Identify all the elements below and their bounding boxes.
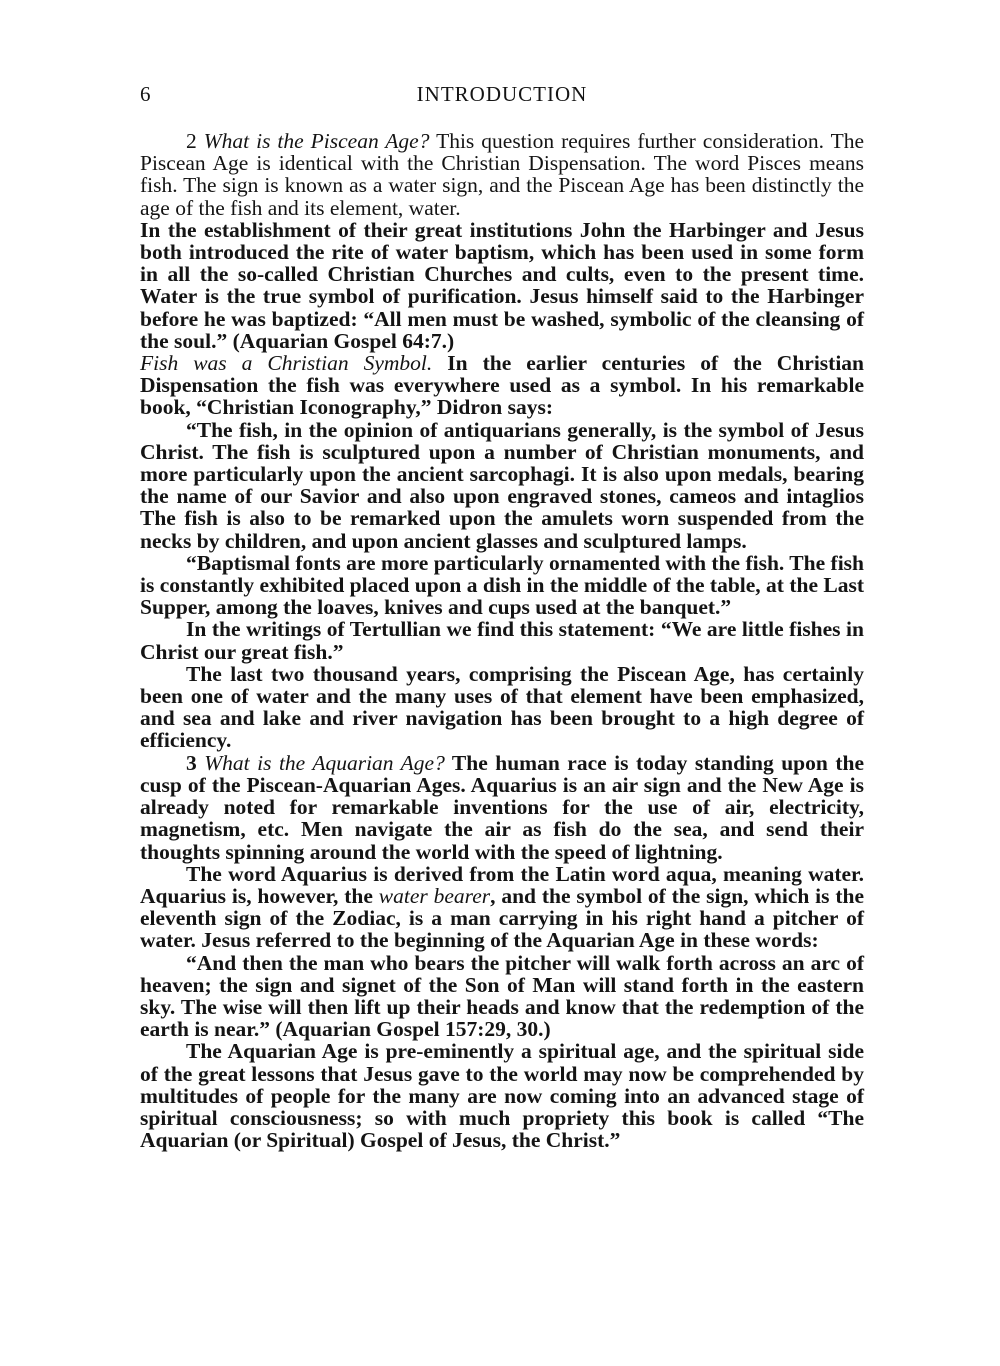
text-segment: This question requires further consideration. The Piscean Age is identical with the Christian Dispensation. The word Pisces means fish. The sign is known as a water sign, and the Piscean Age has been distinctly the age of the fish and its element, water. [140, 129, 865, 220]
text-segment: “The fish, in the opinion of antiquarians generally, is the symbol of Jesus Christ. The fish is sculptured upon a number of Christian monuments, and more particularly upon the ancient sarcophagi. It is also upon medals, bearing the name of our Savior and also upon engraved stones, cameos and intaglios The fish is also to be remarked upon the amulets worn suspended from the necks by children, and upon ancient glasses and sculptured lamps. [140, 417, 864, 553]
section-heading-piscean-age: What is the Piscean Age? [203, 129, 430, 153]
text-segment: The word Aquarius is derived from the Latin word aqua, meaning water. Aquarius is, however, the [140, 861, 864, 908]
text-segment: In the writings of Tertullian we find this statement: “We are little fishes in Christ our great fish.” [140, 617, 864, 664]
page-header [140, 82, 864, 112]
paragraph-pitcher-quote [140, 952, 864, 1041]
text-segment: The human race is today standing upon the cusp of the Piscean-Aquarian Ages. Aquarius is an air sign and the New Age is already noted for remarkable inventions for the use of air, electricity, magnetism, etc. Men navigate the air as fish do the sea, and send their thoughts spinning around the world with the speed of lightning. [140, 750, 864, 864]
paragraph-aquarian-age-question [140, 752, 864, 863]
running-title: INTRODUCTION [416, 82, 588, 106]
page-number: 6 [140, 82, 151, 106]
paragraph-tertullian [140, 618, 864, 662]
text-segment: The last two thousand years, comprising the Piscean Age, has certainly been one of water and the many uses of that element have been emphasized, and sea and lake and river navigation has been brought to a high degree of efficiency. [140, 661, 864, 753]
text-segment: , and the symbol of the sign, which is the eleventh sign of the Zodiac, is a man carrying in his right hand a pitcher of water. Jesus referred to the beginning of the Aquarian Age in these words: [140, 883, 865, 953]
paragraph-water-baptism [140, 219, 864, 352]
page-body [140, 130, 864, 1151]
text-segment: “And then the man who bears the pitcher will walk forth across an arc of heaven; the sign and signet of the Son of Man will stand forth in the eastern sky. The wise will then lift up their heads and know that the redemption of the earth is near.” (Aquarian Gospel 157:29, 30.) [140, 950, 864, 1042]
section-heading-aquarian-age: What is the Aquarian Age? [204, 750, 445, 775]
paragraph-spiritual-age [140, 1040, 864, 1151]
text-segment: 2 [186, 129, 204, 153]
text-segment: “Baptismal fonts are more particularly ornamented with the fish. The fish is constantly exhibited placed upon a dish in the middle of the table, at the Last Supper, among the loaves, knives and cups used at the banquet.” [140, 550, 864, 620]
text-segment: 3 [186, 750, 205, 775]
paragraph-fish-symbol [140, 352, 864, 419]
paragraph-aquarius-word [140, 863, 864, 952]
emphasis-water-bearer: water bearer [378, 883, 491, 908]
text-segment: The Aquarian Age is pre-eminently a spiritual age, and the spiritual side of the great lessons that Jesus gave to the world may now be comprehended by multitudes of people for the many are now coming into an advanced stage of spiritual consciousness; so with much propriety this book is called “The Aquarian (or Spiritual) Gospel of Jesus, the Christ.” [140, 1039, 864, 1153]
paragraph-piscean-age-question [140, 130, 864, 219]
paragraph-baptismal-fonts [140, 552, 864, 619]
section-heading-fish-symbol: Fish was a Christian Symbol. [140, 351, 433, 376]
text-segment: In the establishment of their great institutions John the Harbinger and Jesus both introduced the rite of water baptism, which has been used in some form in all the so-called Christian Churches and cults, even to the present time. Water is the true symbol of purification. Jesus himself said to the Harbinger before he was baptized: “All men must be washed, symbolic of the cleansing of the soul.” (Aquarian Gospel 64:7.) [140, 217, 864, 353]
text-segment: In the earlier centuries of the Christian Dispensation the fish was everywhere used as a symbol. In his remarkable book, “Christian Iconography,” Didron says: [140, 351, 864, 420]
paragraph-didron-quote [140, 419, 864, 552]
paragraph-last-two-thousand-years [140, 663, 864, 752]
